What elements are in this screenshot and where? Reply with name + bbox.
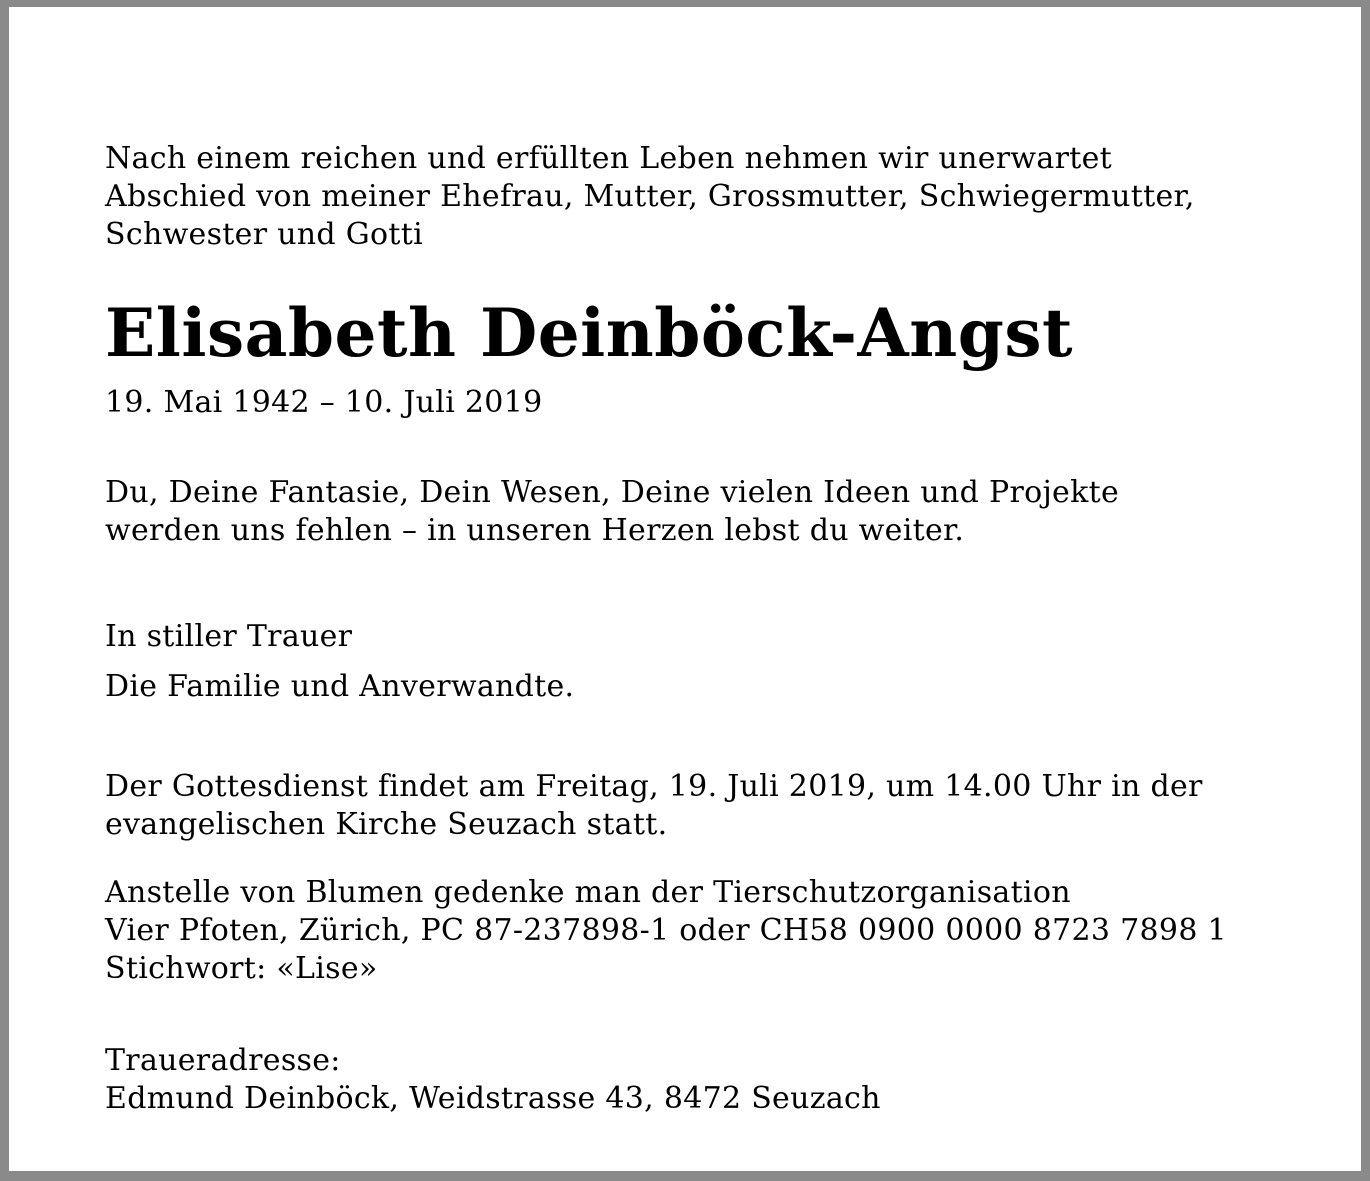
- quote-line-2: werden uns fehlen – in unseren Herzen lebst du weiter.: [105, 513, 965, 548]
- deceased-name: Elisabeth Deinböck-Angst: [105, 294, 1074, 372]
- donation-line-1: Anstelle von Blumen gedenke man der Tierschutzorganisation: [105, 875, 1071, 910]
- service-line-2: evangelischen Kirche Seuzach statt.: [105, 807, 668, 842]
- mourning-line-2: Die Familie und Anverwandte.: [105, 669, 575, 704]
- intro-line-3: Schwester und Gotti: [105, 217, 424, 252]
- service-line-1: Der Gottesdienst findet am Freitag, 19. Juli 2019, um 14.00 Uhr in der: [105, 769, 1203, 804]
- intro-line-1: Nach einem reichen und erfüllten Leben nehmen wir unerwartet: [105, 141, 1112, 176]
- address-value: Edmund Deinböck, Weidstrasse 43, 8472 Seuzach: [105, 1081, 881, 1116]
- mourning-line-1: In stiller Trauer: [105, 619, 353, 654]
- address-label: Traueradresse:: [105, 1043, 341, 1078]
- donation-line-3: Stichwort: «Lise»: [105, 951, 378, 986]
- quote-line-1: Du, Deine Fantasie, Dein Wesen, Deine vielen Ideen und Projekte: [105, 475, 1119, 510]
- intro-line-2: Abschied von meiner Ehefrau, Mutter, Grossmutter, Schwiegermutter,: [105, 179, 1195, 214]
- life-dates: 19. Mai 1942 – 10. Juli 2019: [105, 385, 543, 420]
- donation-line-2: Vier Pfoten, Zürich, PC 87-237898-1 oder CH58 0900 0000 8723 7898 1: [105, 913, 1227, 948]
